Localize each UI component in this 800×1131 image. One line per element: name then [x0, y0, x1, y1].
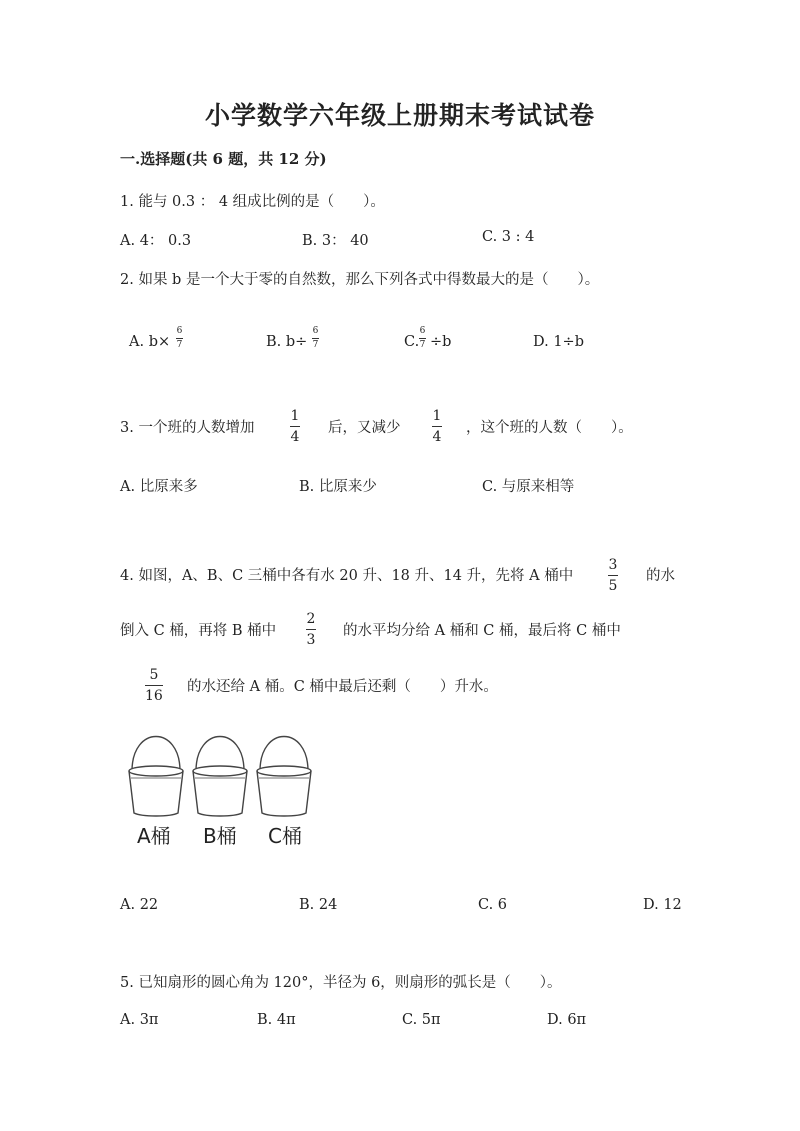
fraction-denominator: 7 — [176, 340, 183, 350]
question-4-line-3: 的水还给 A 桶。C 桶中最后还剩（ ）升水。 — [187, 679, 498, 695]
fraction-numerator: 6 — [419, 326, 426, 336]
q2-option-a: A. b× — [129, 334, 171, 350]
q2-option-b-fraction — [312, 327, 319, 350]
bucket-a-label: A桶 — [137, 824, 171, 848]
section-heading: 一.选择题(共 6 题，共 12 分) — [120, 150, 327, 168]
q4-option-c: C. 6 — [478, 897, 508, 913]
q4-fraction-2 — [306, 612, 316, 647]
fraction-numerator: 2 — [306, 611, 316, 627]
question-4-line-2: 倒入 C 桶，再将 B 桶中 — [120, 623, 277, 639]
fraction-denominator: 4 — [290, 429, 300, 445]
q3-fraction-2 — [432, 409, 442, 444]
q5-option-a: A. 3π — [120, 1012, 159, 1028]
fraction-denominator: 7 — [419, 340, 426, 350]
question-4-line-1: 4. 如图，A、B、C 三桶中各有水 20 升、18 升、14 升，先将 A 桶中 — [120, 568, 574, 584]
bucket-a-icon — [129, 737, 183, 817]
q1-option-a: A. 4： 0.3 — [120, 233, 192, 249]
q3-fraction-1 — [290, 409, 300, 444]
q3-option-c: C. 与原来相等 — [482, 479, 575, 495]
fraction-numerator: 1 — [290, 408, 300, 424]
question-3-text-1: 3. 一个班的人数增加 — [120, 420, 255, 436]
question-4-line-1-end: 的水 — [646, 568, 675, 584]
fraction-numerator: 1 — [432, 408, 442, 424]
q2-option-b: B. b÷ — [266, 334, 308, 350]
q2-option-c-fraction — [419, 327, 426, 350]
fraction-numerator: 6 — [176, 326, 183, 336]
q2-option-a-fraction — [176, 327, 183, 350]
fraction-denominator: 4 — [432, 429, 442, 445]
question-1-text: 1. 能与 0.3 ： 4 组成比例的是（ ）。 — [120, 194, 385, 210]
q5-option-d: D. 6π — [547, 1012, 587, 1028]
q2-option-c-prefix: C. — [404, 334, 420, 350]
q4-option-d: D. 12 — [643, 897, 682, 913]
bucket-b-label: B桶 — [203, 824, 237, 848]
fraction-numerator: 6 — [312, 326, 319, 336]
q4-fraction-1 — [608, 558, 618, 593]
page-title: 小学数学六年级上册期末考试试卷 — [204, 101, 595, 130]
fraction-denominator: 16 — [145, 688, 163, 704]
question-2-text: 2. 如果 b 是一个大于零的自然数，那么下列各式中得数最大的是（ ）。 — [120, 272, 600, 288]
fraction-denominator: 7 — [312, 340, 319, 350]
question-3-text-3: ，这个班的人数（ ）。 — [466, 420, 633, 436]
fraction-numerator: 3 — [608, 557, 618, 573]
question-4-line-2-end: 的水平均分给 A 桶和 C 桶，最后将 C 桶中 — [343, 623, 621, 639]
q4-fraction-3 — [145, 668, 163, 703]
question-3-text-2: 后，又减少 — [328, 420, 401, 436]
q5-option-b: B. 4π — [257, 1012, 296, 1028]
bucket-c-label: C桶 — [268, 824, 302, 848]
q1-option-c: C. 3 : 4 — [482, 229, 535, 245]
fraction-denominator: 5 — [608, 578, 618, 594]
q4-option-a: A. 22 — [120, 897, 159, 913]
bucket-c-icon — [257, 737, 311, 817]
fraction-denominator: 3 — [306, 632, 316, 648]
q3-option-b: B. 比原来少 — [299, 479, 377, 495]
q5-option-c: C. 5π — [402, 1012, 441, 1028]
q1-option-b: B. 3： 40 — [302, 233, 369, 249]
q2-option-d: D. 1÷b — [533, 334, 584, 350]
fraction-numerator: 5 — [149, 667, 159, 683]
buckets-figure — [122, 733, 322, 818]
bucket-b-icon — [193, 737, 247, 817]
question-5-text: 5. 已知扇形的圆心角为 120°，半径为 6，则扇形的弧长是（ ）。 — [120, 975, 562, 991]
q3-option-a: A. 比原来多 — [120, 479, 198, 495]
q2-option-c-suffix: ÷b — [430, 334, 452, 350]
q4-option-b: B. 24 — [299, 897, 338, 913]
